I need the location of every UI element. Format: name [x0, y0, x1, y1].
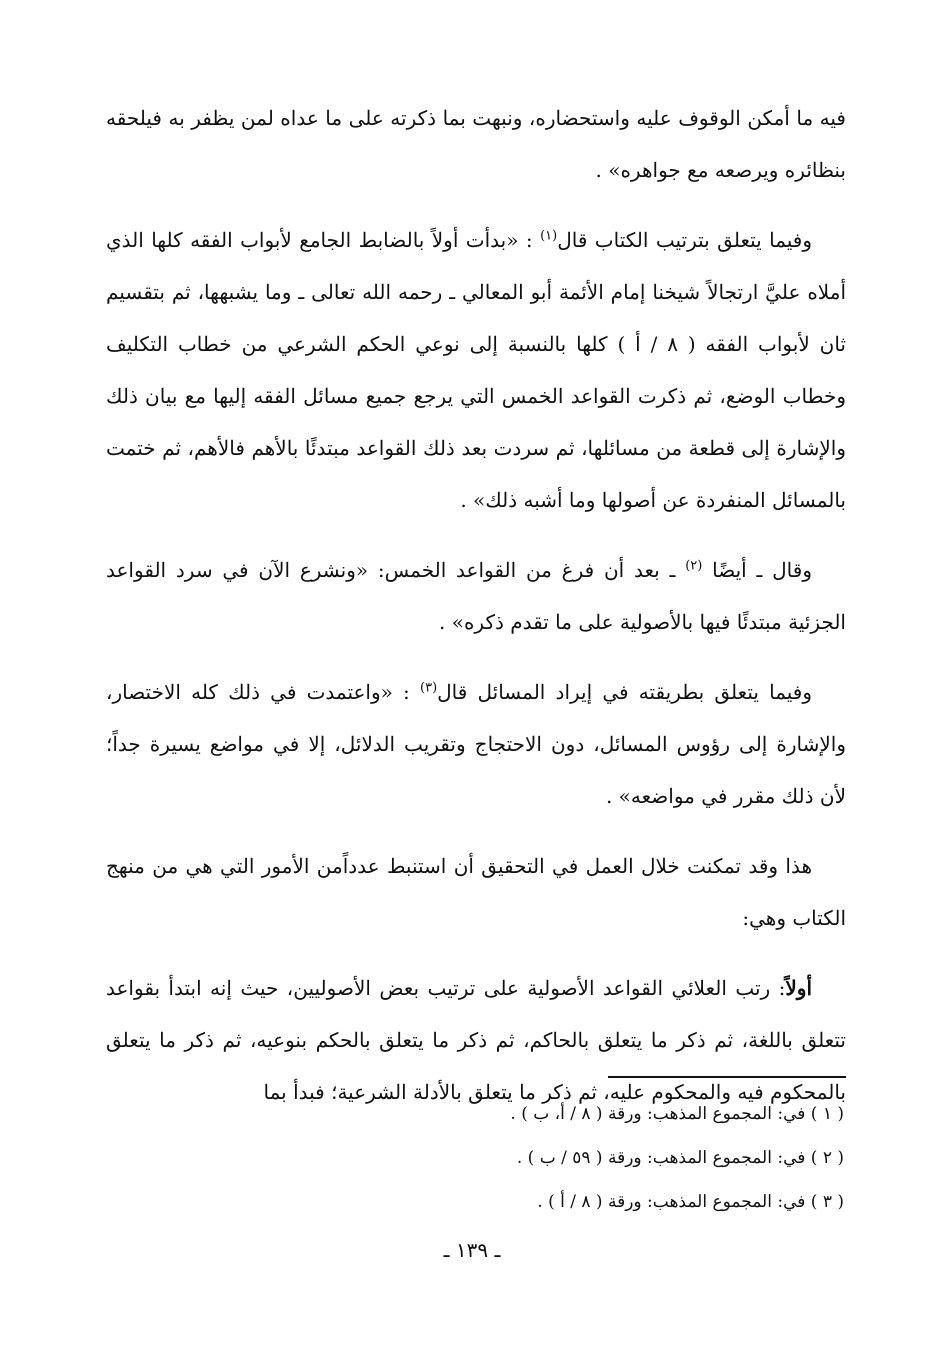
- paragraph-text: : «واعتمدت في ذلك كله الاختصار، والإشارة إلى رؤوس المسائل، دون الاحتجاج وتقريب الدلائل، إلا في مواضع يسيرة جداً؛ لأن ذلك مقرر في مواضعه» .: [106, 680, 846, 808]
- footnote-separator: [608, 1076, 846, 1078]
- paragraph-text: هذا وقد تمكنت خلال العمل في التحقيق أن استنبط عدداًمن الأمور التي هي من منهج الكتاب وهي:: [106, 854, 846, 930]
- paragraph-text: فيه ما أمكن الوقوف عليه واستحضاره، ونبهت بما ذكرته على ما عداه لمن يظفر به فيلحقه بنظائره ويرصعه مع جواهره» .: [106, 106, 846, 182]
- point-lead: أولاً: [785, 976, 812, 1000]
- footnotes: [244, 1092, 844, 1224]
- page-number: ـ ١٣٩ ـ: [443, 1238, 501, 1262]
- main-text: [106, 92, 846, 1136]
- paragraph-also-said: [106, 544, 846, 648]
- paragraph-book-arrangement: [106, 214, 846, 526]
- footnote-3: ( ٣ ) في: المجموع المذهب: ورقة ( ٨ / أ ) .: [537, 1192, 844, 1212]
- paragraph-method: [106, 666, 846, 822]
- footnote-ref-3: (٣): [420, 680, 438, 696]
- paragraph-intro-points: [106, 840, 846, 944]
- paragraph-text: : «بدأت أولاً بالضابط الجامع لأبواب الفقه كلها الذي أملاه عليَّ ارتجالاً شيخنا إمام الأئمة أبو المعالي ـ رحمه الله تعالى ـ وما يشبهها، ثم بتقسيم ثان لأبواب الفقه ( ٨ / أ ) كلها بالنسبة إلى نوعي الحكم الشرعي من خطاب التكليف وخطاب الوضع، ثم ذكرت القواعد الخمس التي يرجع جميع مسائل الفقه إليها مع بيان ذلك والإشارة إلى قطعة من مسائلها، ثم سردت بعد ذلك القواعد مبتدئًا بالأهم فالأهم، ثم ختمت بالمسائل المنفردة عن أصولها وما أشبه ذلك» .: [106, 228, 846, 512]
- footnote-ref-2: (٢): [685, 558, 703, 574]
- paragraph-text: وفيما يتعلق بطريقته في إيراد المسائل قال: [437, 680, 813, 704]
- paragraph-continuation: [106, 92, 846, 196]
- paragraph-text: : رتب العلائي القواعد الأصولية على ترتيب بعض الأصوليين، حيث إنه ابتدأ بقواعد تتعلق باللغة، ثم ذكر ما يتعلق بالحاكم، ثم ذكر ما يتعلق بالحكم بنوعيه، ثم ذكر ما يتعلق بالمحكوم فيه والمحكوم عليه، ثم ذكر ما يتعلق بالأدلة الشرعية؛ فبدأ بما: [106, 976, 846, 1104]
- footnote-ref-1: (١): [540, 228, 558, 244]
- paragraph-text: وقال ـ أيضًا: [712, 558, 812, 582]
- paragraph-text: ـ بعد أن فرغ من القواعد الخمس: «ونشرع الآن في سرد القواعد الجزئية مبتدئًا فيها بالأصولية على ما تقدم ذكره» .: [106, 558, 846, 634]
- footnote-2: ( ٢ ) في: المجموع المذهب: ورقة ( ٥٩ / ب ) .: [516, 1148, 844, 1168]
- paragraph-text: وفيما يتعلق بترتيب الكتاب قال: [557, 228, 813, 252]
- footnote-1: ( ١ ) في: المجموع المذهب: ورقة ( ٨ / أ، ب ) .: [510, 1104, 844, 1124]
